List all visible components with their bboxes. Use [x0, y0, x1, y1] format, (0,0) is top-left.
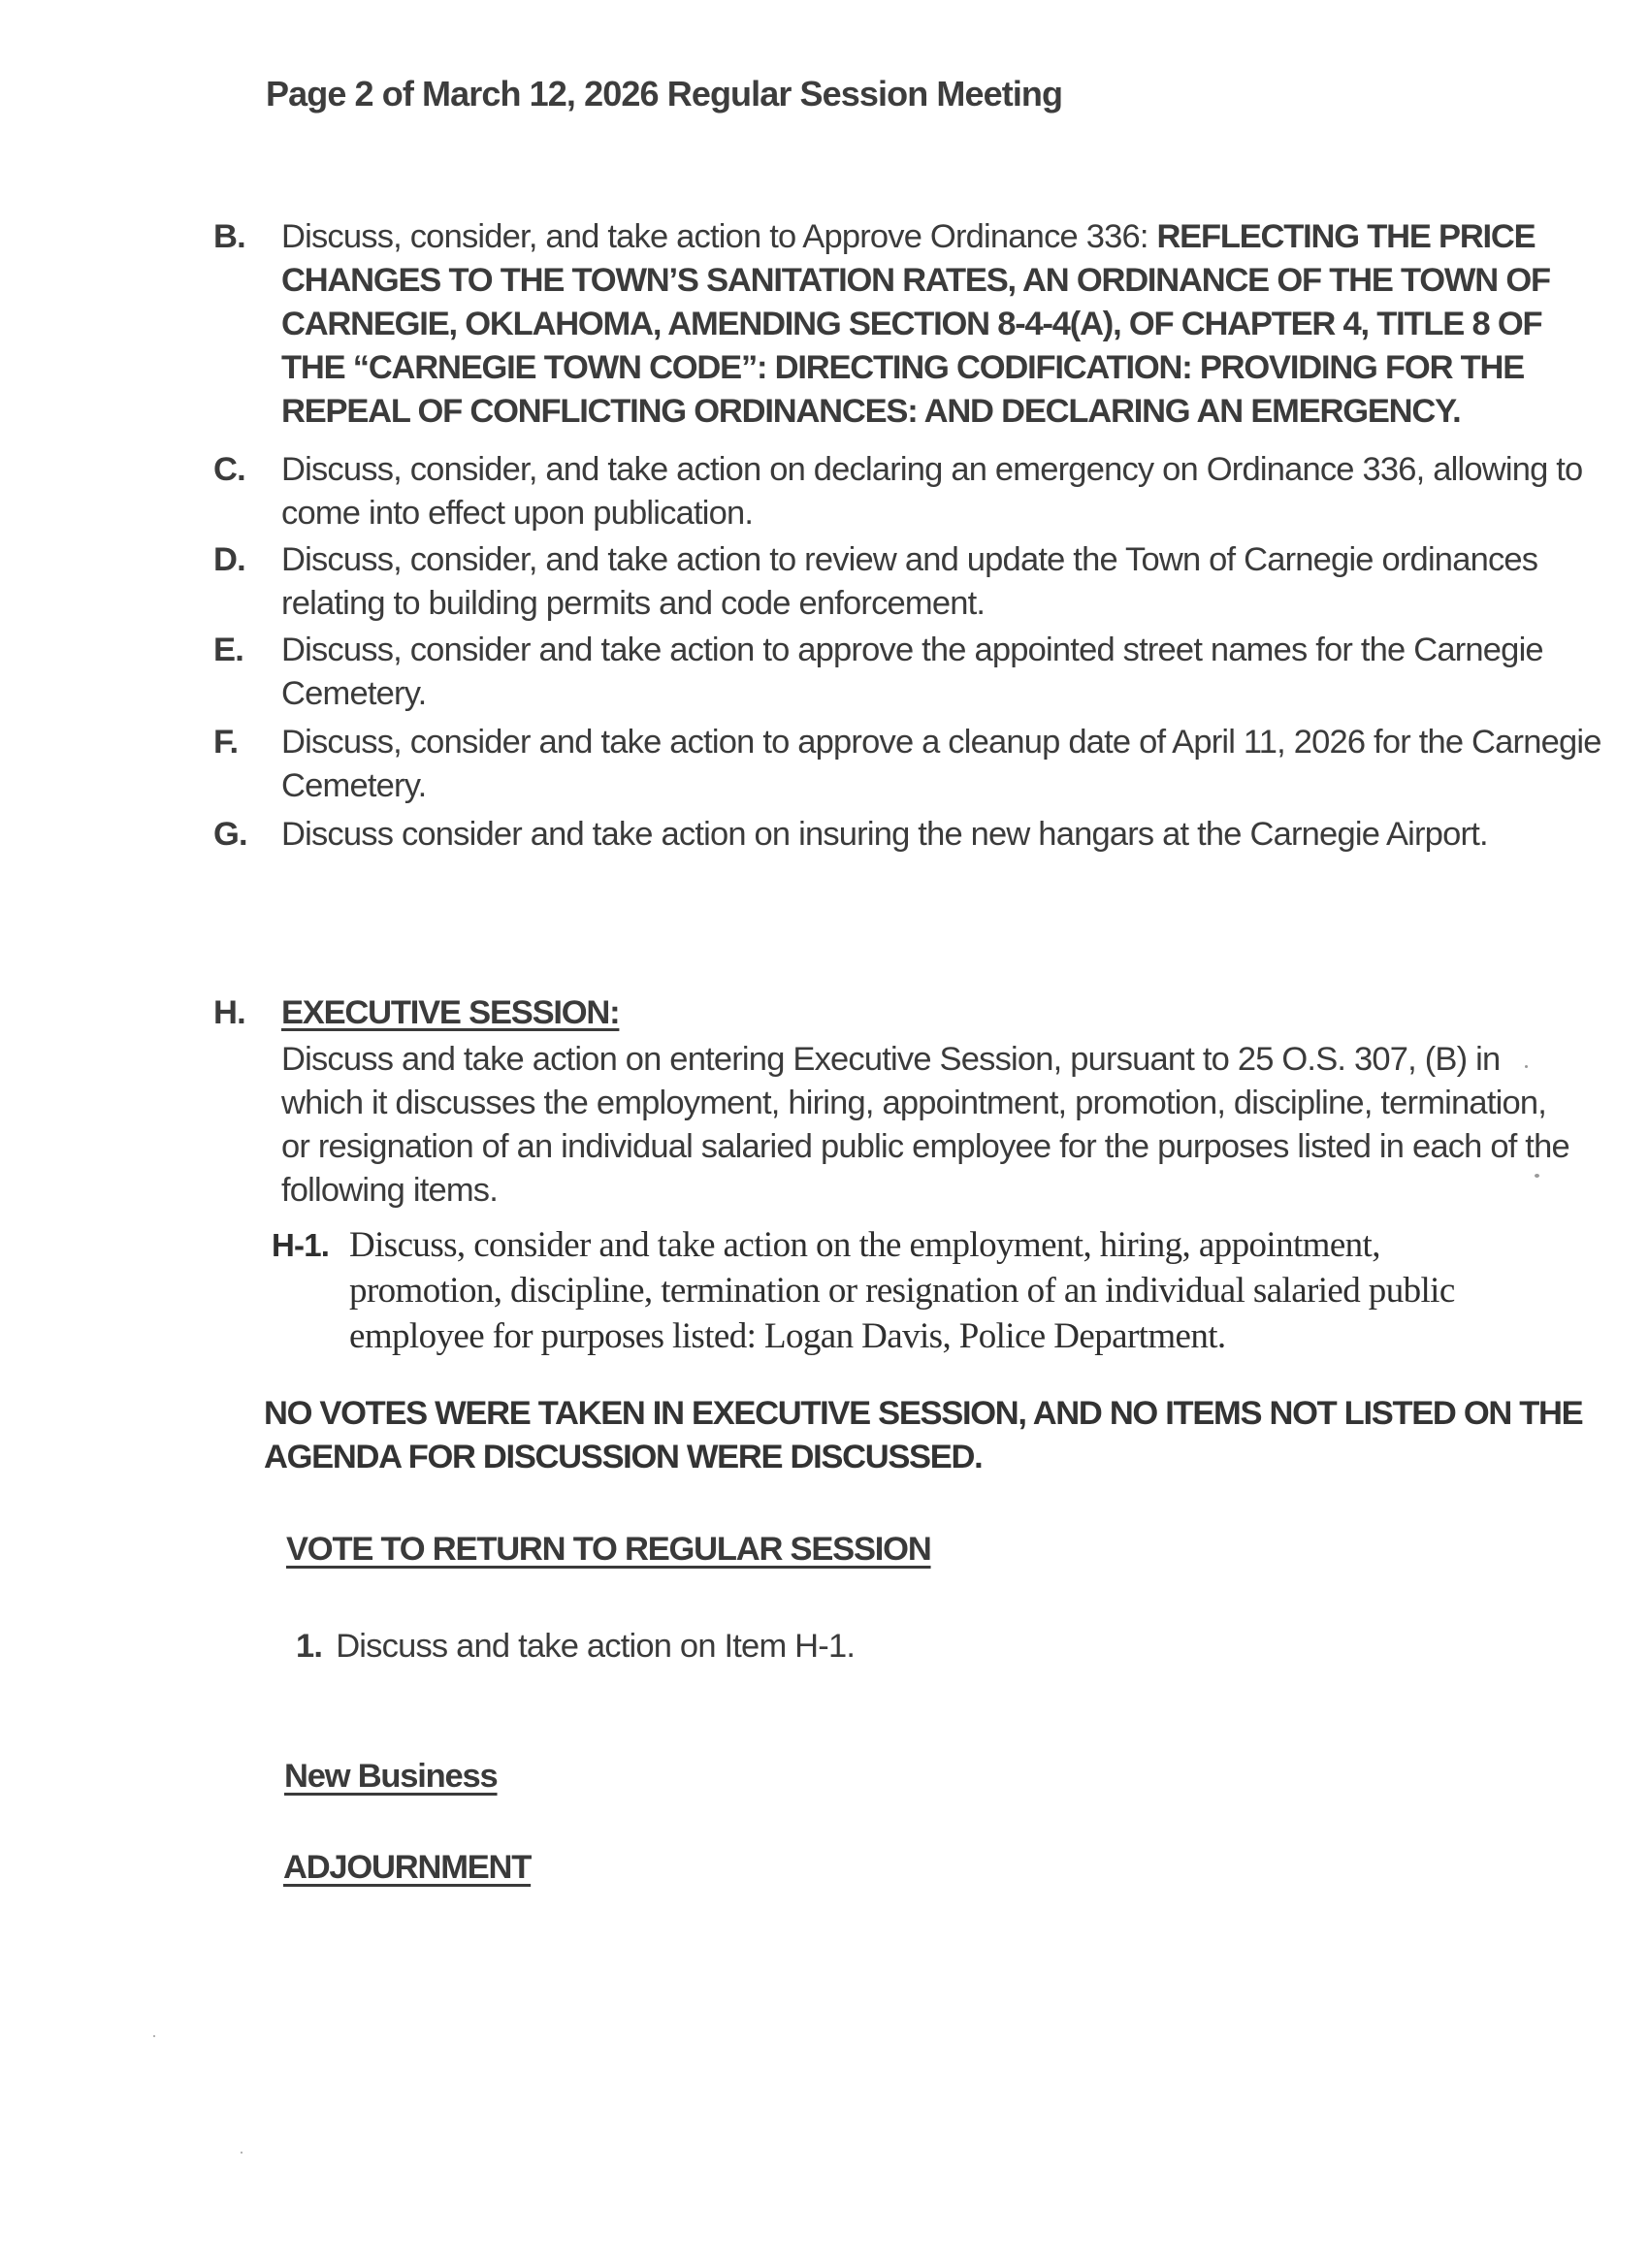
agenda-item-b	[213, 215, 1610, 434]
return-to-regular-session-heading: VOTE TO RETURN TO REGULAR SESSION	[286, 1531, 931, 1568]
executive-session-heading: EXECUTIVE SESSION:	[281, 994, 620, 1031]
scan-speck	[153, 2035, 155, 2037]
item-text: Discuss, consider, and take action on declaring an emergency on Ordinance 336, allowing to come into effect upon publication.	[281, 451, 1583, 532]
item-letter: F.	[213, 724, 239, 761]
return-item-1	[296, 1628, 855, 1666]
item-letter: G.	[213, 816, 247, 853]
item-text: Discuss, consider and take action to approve the appointed street names for the Carnegie Cemetery.	[281, 632, 1543, 712]
scan-speck	[241, 2152, 242, 2154]
item-letter: E.	[213, 632, 243, 668]
return-item-text: Discuss and take action on Item H-1.	[336, 1628, 856, 1665]
item-text-plain: Discuss, consider, and take action to Approve Ordinance 336:	[281, 218, 1157, 255]
scan-speck	[1525, 1065, 1528, 1068]
item-text: Discuss, consider, and take action to review and update the Town of Carnegie ordinances relating to building permits and code enforcement.	[281, 541, 1538, 622]
executive-session-text: Discuss and take action on entering Executive Session, pursuant to 25 O.S. 307, (B) in which it discusses the employment, hiring, appointment, promotion, discipline, termination, or resignation of an individual salaried public employee for the purposes listed in each of the following items.	[281, 1041, 1569, 1209]
sub-item-label: H-1.	[272, 1227, 330, 1263]
item-letter: D.	[213, 541, 245, 578]
page-header: Page 2 of March 12, 2026 Regular Session Meeting	[266, 74, 1063, 113]
executive-session-notice: NO VOTES WERE TAKEN IN EXECUTIVE SESSION, AND NO ITEMS NOT LISTED ON THE AGENDA FOR DISCUSSION WERE DISCUSSED.	[264, 1395, 1583, 1475]
agenda-item-f	[213, 721, 1610, 808]
return-item-number: 1.	[296, 1628, 323, 1665]
agenda-item-d	[213, 538, 1610, 626]
agenda-item-e	[213, 629, 1610, 716]
adjournment-heading: ADJOURNMENT	[283, 1849, 532, 1886]
agenda-item-h-executive-session	[213, 991, 1610, 1213]
item-letter: H.	[213, 994, 245, 1031]
item-text	[281, 215, 1610, 434]
sub-item-h-1	[272, 1222, 1533, 1359]
item-text: Discuss, consider and take action to approve a cleanup date of April 11, 2026 for the Carnegie Cemetery.	[281, 724, 1601, 804]
item-text-caps: REFLECTING THE PRICE CHANGES TO THE TOWN’S SANITATION RATES, AN ORDINANCE OF THE TOWN OF CARNEGIE, OKLAHOMA, AMENDING SECTION 8-4-4(A), OF CHAPTER 4, TITLE 8 OF THE “CARNEGIE TOWN CODE”: DIRECTING CODIFICATION: PROVIDING FOR THE REPEAL OF CONFLICTING ORDINANCES: AND DECLARING AN EMERGENCY.	[281, 218, 1550, 430]
agenda-item-g	[213, 813, 1610, 857]
new-business-heading: New Business	[284, 1758, 498, 1795]
sub-item-text: Discuss, consider and take action on the employment, hiring, appointment, promotion, discipline, termination or resignation of an individual salaried public employee for purposes listed: Logan Davis, Police Department.	[349, 1225, 1455, 1356]
agenda-item-c	[213, 448, 1610, 535]
item-letter: C.	[213, 451, 245, 488]
item-text: Discuss consider and take action on insuring the new hangars at the Carnegie Airport.	[281, 816, 1488, 853]
scan-speck	[1535, 1174, 1539, 1178]
item-letter: B.	[213, 218, 245, 255]
item-body	[281, 991, 1610, 1213]
